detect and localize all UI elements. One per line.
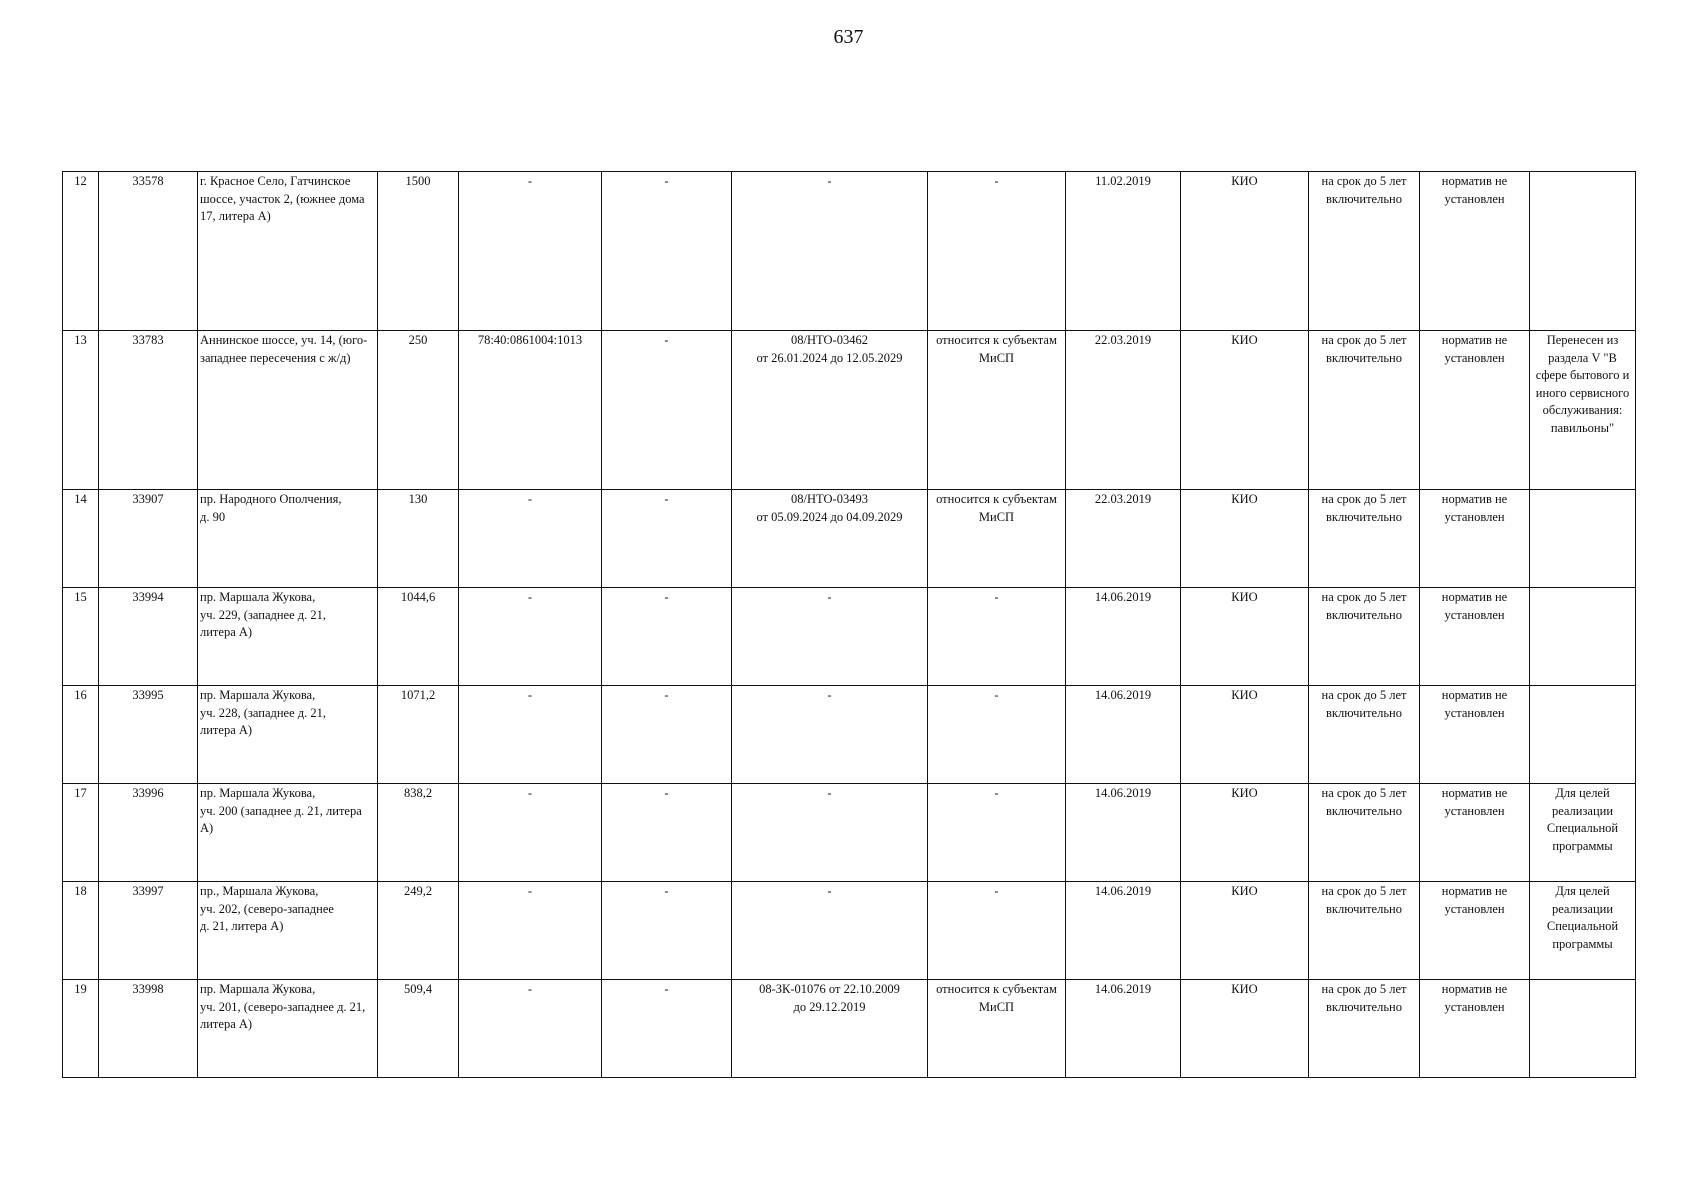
term-cell: на срок до 5 лет включительно bbox=[1309, 331, 1420, 490]
row-number-cell: 12 bbox=[63, 172, 99, 331]
note-cell bbox=[1530, 172, 1636, 331]
address-cell: пр. Маршала Жукова, уч. 229, (западнее д. 21, литера А) bbox=[198, 588, 378, 686]
cadastral-number-cell: - bbox=[459, 172, 602, 331]
cadastral-number-cell: - bbox=[459, 588, 602, 686]
organization-cell: КИО bbox=[1181, 882, 1309, 980]
cadastral-number-cell: - bbox=[459, 490, 602, 588]
subject-status-cell: - bbox=[928, 784, 1066, 882]
table-row bbox=[63, 686, 1636, 784]
norm-cell: норматив не установлен bbox=[1420, 490, 1530, 588]
table-row bbox=[63, 172, 1636, 331]
address-cell: пр. Маршала Жукова, уч. 200 (западнее д. 21, литера А) bbox=[198, 784, 378, 882]
address-cell: пр. Народного Ополчения, д. 90 bbox=[198, 490, 378, 588]
organization-cell: КИО bbox=[1181, 784, 1309, 882]
table-row bbox=[63, 331, 1636, 490]
address-cell: пр. Маршала Жукова, уч. 201, (северо-западнее д. 21, литера А) bbox=[198, 980, 378, 1078]
organization-cell: КИО bbox=[1181, 980, 1309, 1078]
contract-cell: - bbox=[732, 588, 928, 686]
area-cell: 250 bbox=[378, 331, 459, 490]
term-cell: на срок до 5 лет включительно bbox=[1309, 490, 1420, 588]
cadastral-number-cell: - bbox=[459, 784, 602, 882]
area-cell: 130 bbox=[378, 490, 459, 588]
row-number-cell: 16 bbox=[63, 686, 99, 784]
norm-cell: норматив не установлен bbox=[1420, 882, 1530, 980]
column-6-cell: - bbox=[602, 882, 732, 980]
row-number-cell: 17 bbox=[63, 784, 99, 882]
object-id-cell: 33578 bbox=[99, 172, 198, 331]
note-cell: Для целей реализации Специальной программы bbox=[1530, 882, 1636, 980]
term-cell: на срок до 5 лет включительно bbox=[1309, 784, 1420, 882]
note-cell: Для целей реализации Специальной программы bbox=[1530, 784, 1636, 882]
area-cell: 1044,6 bbox=[378, 588, 459, 686]
area-cell: 838,2 bbox=[378, 784, 459, 882]
object-id-cell: 33783 bbox=[99, 331, 198, 490]
date-cell: 14.06.2019 bbox=[1066, 980, 1181, 1078]
date-cell: 14.06.2019 bbox=[1066, 784, 1181, 882]
subject-status-cell: относится к субъектам МиСП bbox=[928, 331, 1066, 490]
term-cell: на срок до 5 лет включительно bbox=[1309, 686, 1420, 784]
term-cell: на срок до 5 лет включительно bbox=[1309, 882, 1420, 980]
norm-cell: норматив не установлен bbox=[1420, 784, 1530, 882]
subject-status-cell: - bbox=[928, 686, 1066, 784]
date-cell: 14.06.2019 bbox=[1066, 588, 1181, 686]
address-cell: г. Красное Село, Гатчинское шоссе, участок 2, (южнее дома 17, литера А) bbox=[198, 172, 378, 331]
table-row bbox=[63, 882, 1636, 980]
date-cell: 14.06.2019 bbox=[1066, 686, 1181, 784]
contract-cell: 08/НТО-03462 от 26.01.2024 до 12.05.2029 bbox=[732, 331, 928, 490]
term-cell: на срок до 5 лет включительно bbox=[1309, 980, 1420, 1078]
address-cell: пр., Маршала Жукова, уч. 202, (северо-западнее д. 21, литера А) bbox=[198, 882, 378, 980]
column-6-cell: - bbox=[602, 588, 732, 686]
organization-cell: КИО bbox=[1181, 331, 1309, 490]
table-row bbox=[63, 490, 1636, 588]
object-id-cell: 33996 bbox=[99, 784, 198, 882]
date-cell: 22.03.2019 bbox=[1066, 331, 1181, 490]
cadastral-number-cell: - bbox=[459, 980, 602, 1078]
area-cell: 249,2 bbox=[378, 882, 459, 980]
registry-table bbox=[62, 171, 1636, 1078]
note-cell bbox=[1530, 588, 1636, 686]
registry-table-body bbox=[63, 172, 1636, 1078]
note-cell bbox=[1530, 980, 1636, 1078]
norm-cell: норматив не установлен bbox=[1420, 588, 1530, 686]
row-number-cell: 13 bbox=[63, 331, 99, 490]
term-cell: на срок до 5 лет включительно bbox=[1309, 172, 1420, 331]
column-6-cell: - bbox=[602, 172, 732, 331]
date-cell: 11.02.2019 bbox=[1066, 172, 1181, 331]
table-row bbox=[63, 980, 1636, 1078]
address-cell: пр. Маршала Жукова, уч. 228, (западнее д. 21, литера А) bbox=[198, 686, 378, 784]
object-id-cell: 33907 bbox=[99, 490, 198, 588]
object-id-cell: 33998 bbox=[99, 980, 198, 1078]
subject-status-cell: относится к субъектам МиСП bbox=[928, 490, 1066, 588]
subject-status-cell: - bbox=[928, 882, 1066, 980]
contract-cell: - bbox=[732, 882, 928, 980]
cadastral-number-cell: 78:40:0861004:1013 bbox=[459, 331, 602, 490]
object-id-cell: 33994 bbox=[99, 588, 198, 686]
organization-cell: КИО bbox=[1181, 490, 1309, 588]
norm-cell: норматив не установлен bbox=[1420, 172, 1530, 331]
contract-cell: - bbox=[732, 784, 928, 882]
term-cell: на срок до 5 лет включительно bbox=[1309, 588, 1420, 686]
table-row bbox=[63, 784, 1636, 882]
organization-cell: КИО bbox=[1181, 686, 1309, 784]
norm-cell: норматив не установлен bbox=[1420, 686, 1530, 784]
subject-status-cell: - bbox=[928, 588, 1066, 686]
table-row bbox=[63, 588, 1636, 686]
organization-cell: КИО bbox=[1181, 172, 1309, 331]
contract-cell: 08/НТО-03493 от 05.09.2024 до 04.09.2029 bbox=[732, 490, 928, 588]
address-cell: Аннинское шоссе, уч. 14, (юго-западнее пересечения с ж/д) bbox=[198, 331, 378, 490]
note-cell bbox=[1530, 490, 1636, 588]
subject-status-cell: относится к субъектам МиСП bbox=[928, 980, 1066, 1078]
subject-status-cell: - bbox=[928, 172, 1066, 331]
contract-cell: - bbox=[732, 172, 928, 331]
column-6-cell: - bbox=[602, 980, 732, 1078]
area-cell: 1500 bbox=[378, 172, 459, 331]
column-6-cell: - bbox=[602, 331, 732, 490]
row-number-cell: 19 bbox=[63, 980, 99, 1078]
page-number: 637 bbox=[833, 26, 864, 48]
contract-cell: - bbox=[732, 686, 928, 784]
object-id-cell: 33997 bbox=[99, 882, 198, 980]
date-cell: 14.06.2019 bbox=[1066, 882, 1181, 980]
organization-cell: КИО bbox=[1181, 588, 1309, 686]
object-id-cell: 33995 bbox=[99, 686, 198, 784]
row-number-cell: 14 bbox=[63, 490, 99, 588]
column-6-cell: - bbox=[602, 490, 732, 588]
norm-cell: норматив не установлен bbox=[1420, 331, 1530, 490]
norm-cell: норматив не установлен bbox=[1420, 980, 1530, 1078]
column-6-cell: - bbox=[602, 686, 732, 784]
note-cell: Перенесен из раздела V "В сфере бытового и иного сервисного обслуживания: павильоны" bbox=[1530, 331, 1636, 490]
note-cell bbox=[1530, 686, 1636, 784]
row-number-cell: 18 bbox=[63, 882, 99, 980]
cadastral-number-cell: - bbox=[459, 686, 602, 784]
area-cell: 1071,2 bbox=[378, 686, 459, 784]
column-6-cell: - bbox=[602, 784, 732, 882]
cadastral-number-cell: - bbox=[459, 882, 602, 980]
contract-cell: 08-ЗК-01076 от 22.10.2009 до 29.12.2019 bbox=[732, 980, 928, 1078]
row-number-cell: 15 bbox=[63, 588, 99, 686]
date-cell: 22.03.2019 bbox=[1066, 490, 1181, 588]
area-cell: 509,4 bbox=[378, 980, 459, 1078]
